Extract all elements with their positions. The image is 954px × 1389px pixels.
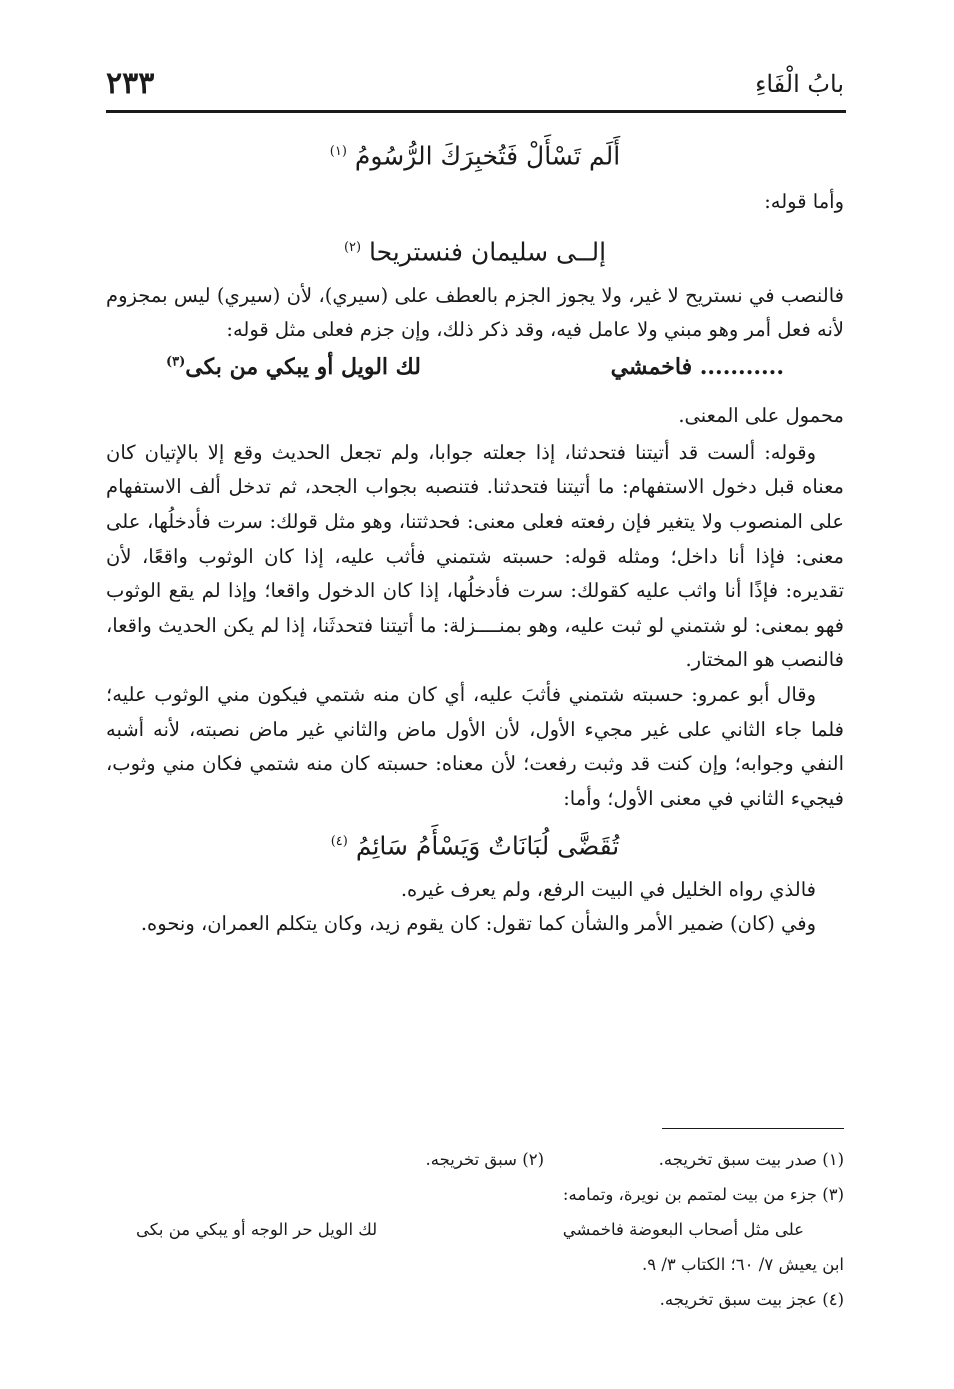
chapter-title: بابُ الْفَاءِ <box>755 70 844 98</box>
verse-1 <box>106 130 844 178</box>
main-text <box>106 126 844 942</box>
footnote-ref-3: (٣) <box>166 354 186 370</box>
footnotes <box>106 1142 844 1317</box>
verse-3-left-text: لك الويل أو يبكي من بكى <box>185 353 421 380</box>
paragraph-2: وقوله: ألست قد أتيتنا فتحدثنا، إذا جعلته جوابا، ولم تجعل الحديث وقع إلا بالإتيان كان معناه قبل دخول الاستفهام: ما أتيتنا فتحدثنا. فتنصبه بجواب الجحد، ثم تدخل ألف الاستفهام على المنصوب ولا يتغير فإن رفعته فعلى معنى: فحدثتنا، وهو مثل قولك: سرت فأدخلُها، على معنى: فإذا أنا داخل؛ ومثله قوله: حسبته شتمني فأثب عليه، إذا كان الوثوب واقعًا، لأن تقديره: فإذًا أنا واثب عليه كقولك: سرت فأدخلُها، إذا كان الدخول واقعا؛ وإذا لم يقع الوثوب فهو بمعنى: لو شتمني لو ثبت عليه، وهو بمنــــزلة: ما أتيتنا فتحدثَنا، إذا لم يكن الحديث واقعا، فالنصب هو المختار. <box>106 440 844 672</box>
footnote-3-hemistich-1: على مثل أصحاب البعوضة فاخمشي <box>562 1220 804 1239</box>
footnote-ref-1: (١) <box>329 144 347 159</box>
verse-3-left-hemistich <box>166 354 421 380</box>
footnote-3-reference: ابن يعيش ٧/ ٦٠؛ الكتاب ٣/ ٩. <box>641 1255 844 1274</box>
footnote-3-intro: (٣) جزء من بيت لمتمم بن نويرة، وتمامه: <box>562 1185 844 1204</box>
footnote-ref-4: (٤) <box>330 834 348 850</box>
paragraph-3: وقال أبو عمرو: حسبته شتمني فأثبَ عليه، أي كان منه شتمي فيكون مني الوثوب عليه؛ فلما جاء الثاني على غير مجيء الأول، لأن الأول ماض والثاني غير ماض نصبته، لأنه أشبه النفي وجوابه؛ وإن كنت قد وثبت رفعت؛ لأن معناه: حسبته كان منه شتمي فكان مني وثوب، فيجيء الثاني في معنى الأول؛ وأما: <box>106 683 844 810</box>
meaning-line: محمول على المعنى. <box>678 403 844 427</box>
verse-4-text: تُقَضَّى لُبَانَاتٌ وَيَسْأَمُ سَائِمُ <box>355 831 620 861</box>
footnote-1: (١) صدر بيت سبق تخريجه. <box>658 1150 844 1169</box>
paragraph-5: وفي (كان) ضمير الأمر والشأن كما تقول: كان يقوم زيد، وكان يتكلم العمران، ونحوه. <box>140 912 816 936</box>
page-number: ٢٣٣ <box>106 66 155 101</box>
verse-2-text: إلــى سليمان فنستريحا <box>369 237 607 267</box>
verse-3 <box>106 350 844 394</box>
paragraph-4: فالذي رواه الخليل في البيت الرفع، ولم يعرف غيره. <box>400 877 816 901</box>
verse-1-text: أَلَم تَسْأَلْ فَتُخبِرَكَ الرُّسُومُ <box>354 141 621 171</box>
footnote-3-hemistich-2: لك الويل حر الوجه أو يبكي من بكى <box>136 1220 378 1239</box>
intro-line: وأما قوله: <box>764 190 844 214</box>
footnote-rule <box>662 1128 844 1129</box>
verse-3-right-hemistich: ........... فاخمشي <box>610 353 784 380</box>
verse-2 <box>106 226 844 274</box>
footnote-row-1 <box>106 1142 844 1177</box>
footnote-2: (٢) سبق تخريجه. <box>425 1150 544 1169</box>
footnote-ref-2: (٢) <box>343 240 362 256</box>
header-rule <box>106 110 846 113</box>
footnote-row-3-ref <box>106 1247 844 1282</box>
footnote-row-4 <box>106 1282 844 1317</box>
verse-4 <box>106 820 844 868</box>
footnote-4: (٤) عجز بيت سبق تخريجه. <box>659 1290 844 1309</box>
footnote-row-3-verse <box>106 1212 844 1247</box>
footnote-row-3 <box>106 1177 844 1212</box>
page-header <box>106 64 844 108</box>
paragraph-1: فالنصب في نستريح لا غير، ولا يجوز الجزم بالعطف على (سيري)، لأن (سيري) ليس بمجزوم لأنه فعل أمر وهو مبني ولا عامل فيه، وقد ذكر ذلك، وإن جزم فعلى مثل قوله: <box>106 283 844 342</box>
